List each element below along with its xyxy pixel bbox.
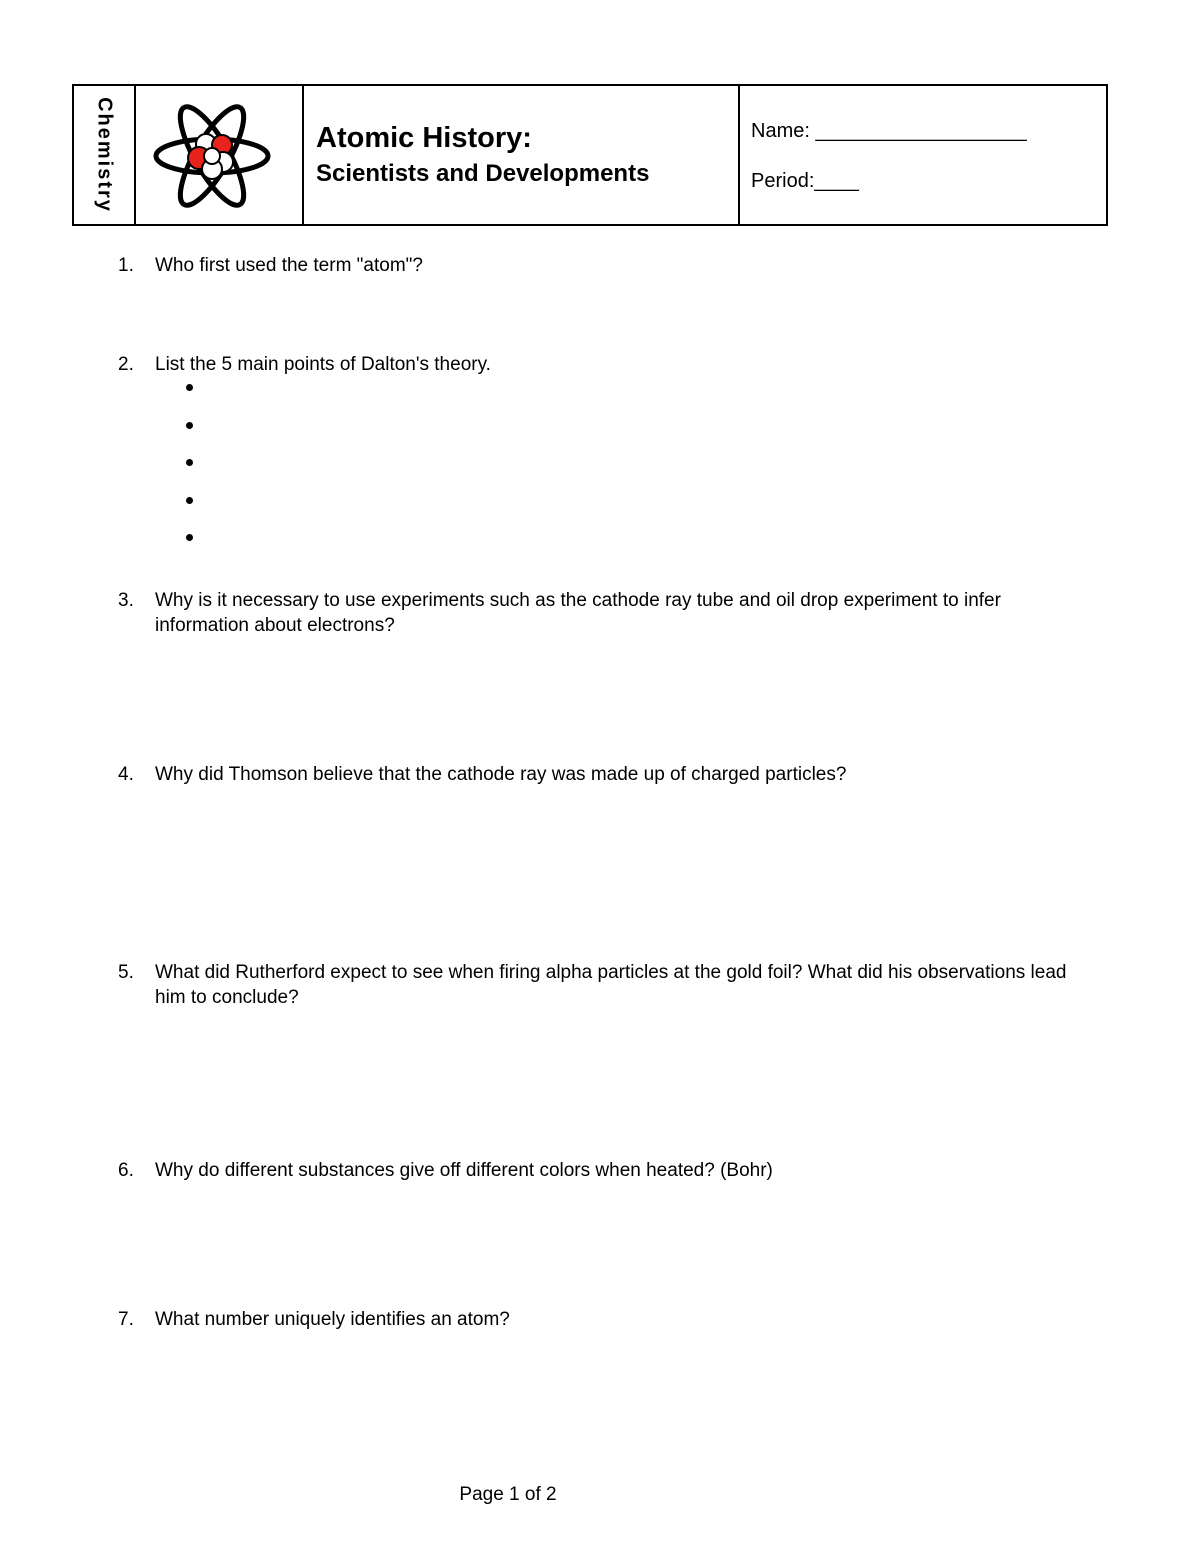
question-number: 7. — [118, 1309, 134, 1330]
subject-cell — [74, 86, 136, 224]
title-cell — [304, 86, 740, 224]
bullet-icon — [186, 422, 193, 429]
name-field[interactable]: Name: ___________________ — [751, 120, 1027, 142]
bullet-icon — [186, 534, 193, 541]
page-number: Page 1 of 2 — [459, 1484, 557, 1505]
question-number: 1. — [118, 255, 134, 276]
period-field[interactable]: Period:____ — [751, 170, 859, 192]
bullet-icon — [186, 459, 193, 466]
question-text: Why is it necessary to use experiments such as the cathode ray tube and oil drop experiment to infer information about electrons? — [155, 590, 1001, 636]
question-text: Why do different substances give off different colors when heated? (Bohr) — [155, 1160, 773, 1181]
question-7 — [118, 1307, 1098, 1332]
question-2 — [118, 352, 1098, 377]
student-info-cell — [740, 86, 1106, 224]
question-number: 3. — [118, 590, 134, 611]
question-number: 5. — [118, 962, 134, 983]
question-text: What number uniquely identifies an atom? — [155, 1309, 510, 1330]
bullet-icon — [186, 384, 193, 391]
question-1 — [118, 253, 1098, 278]
question-5 — [118, 960, 1098, 1010]
question-3 — [118, 588, 1098, 638]
question-number: 6. — [118, 1160, 134, 1181]
question-number: 2. — [118, 354, 134, 375]
question-text: What did Rutherford expect to see when firing alpha particles at the gold foil? What did his observations lead him to conclude? — [155, 962, 1067, 1008]
page-subtitle: Scientists and Developments — [316, 160, 650, 187]
question-number: 4. — [118, 764, 134, 785]
subject-label: Chemistry — [93, 97, 116, 213]
question-text: Who first used the term "atom"? — [155, 255, 423, 276]
bullet-icon — [186, 497, 193, 504]
atom-icon — [150, 100, 274, 212]
question-text: List the 5 main points of Dalton's theory. — [155, 354, 491, 375]
question-6 — [118, 1158, 1098, 1183]
question-text: Why did Thomson believe that the cathode ray was made up of charged particles? — [155, 764, 847, 785]
logo-cell — [136, 86, 304, 224]
page-title: Atomic History: — [316, 122, 532, 154]
worksheet-header — [72, 84, 1108, 226]
question-4 — [118, 762, 1098, 787]
